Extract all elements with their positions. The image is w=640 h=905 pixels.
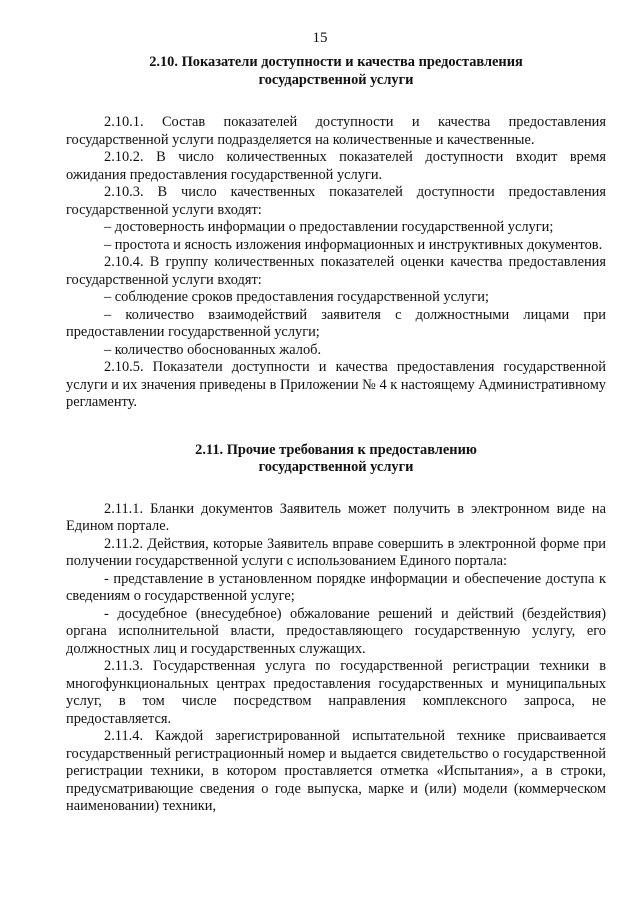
- list-item: – достоверность информации о предоставлении государственной услуги;: [104, 219, 554, 235]
- list-item: – соблюдение сроков предоставления государственной услуги;: [104, 289, 489, 305]
- list-item: – количество взаимодействий заявителя с должностными лицами при предоставлении государственной услуги;: [66, 306, 606, 340]
- heading-line: государственной услуги: [258, 71, 414, 88]
- paragraph-2-11-1: 2.11.1. Бланки документов Заявитель может получить в электронном виде на Едином портале.: [66, 500, 606, 534]
- heading-line: государственной услуги: [258, 459, 414, 475]
- heading-line: 2.11. Прочие требования к предоставлению: [195, 441, 477, 458]
- paragraph-2-11-2: 2.11.2. Действия, которые Заявитель вправе совершить в электронной форме при получении государственной услуги с использованием Единого портала:: [66, 535, 606, 569]
- page-content: [66, 54, 606, 816]
- list-item: – простота и ясность изложения информационных и инструктивных документов.: [104, 236, 603, 253]
- list-item: - досудебное (внесудебное) обжалование решений и действий (бездействия) органа исполнительной власти, предоставляющего государственную услугу, его должностных лиц и государственных служащих.: [66, 605, 606, 657]
- section-heading-2-10: [66, 54, 606, 89]
- paragraph-2-10-4: 2.10.4. В группу количественных показателей оценки качества предоставления государственной услуги входят:: [66, 254, 606, 288]
- paragraph-2-10-5: 2.10.5. Показатели доступности и качества предоставления государственной услуги и их значения приведены в Приложении № 4 к настоящему Административному регламенту.: [66, 359, 607, 410]
- paragraph-2-10-1: 2.10.1. Состав показателей доступности и качества предоставления государственной услуги подразделяется на количественные и качественные.: [66, 114, 606, 148]
- paragraph-2-11-4: 2.11.4. Каждой зарегистрированной испытательной технике присваивается государственный регистрационный номер и выдается свидетельство о государственной регистрации техники, в котором проставляется отметка «Испытания», а в строки, предусматривающие сведения о годе выпуска, марке и (или) модели (коммерческом наименовании) техники,: [66, 728, 606, 814]
- paragraph-2-11-3: 2.11.3. Государственная услуга по государственной регистрации техники в многофункциональных центрах предоставления государственных и муниципальных услуг, в том числе посредством направления комплексного запроса, не предоставляется.: [66, 658, 606, 727]
- heading-line: 2.10. Показатели доступности и качества предоставления: [149, 54, 523, 70]
- paragraph-2-10-3: 2.10.3. В число качественных показателей доступности предоставления государственной услуги входят:: [66, 184, 606, 218]
- list-item: - представление в установленном порядке информации и обеспечение доступа к сведениям о государственной услуге;: [66, 570, 606, 604]
- list-item: – количество обоснованных жалоб.: [104, 341, 322, 358]
- page-number: 15: [312, 30, 328, 46]
- section-heading-2-11: [66, 442, 606, 477]
- paragraph-2-10-2: 2.10.2. В число количественных показателей доступности входит время ожидания предоставления государственной услуги.: [66, 149, 606, 183]
